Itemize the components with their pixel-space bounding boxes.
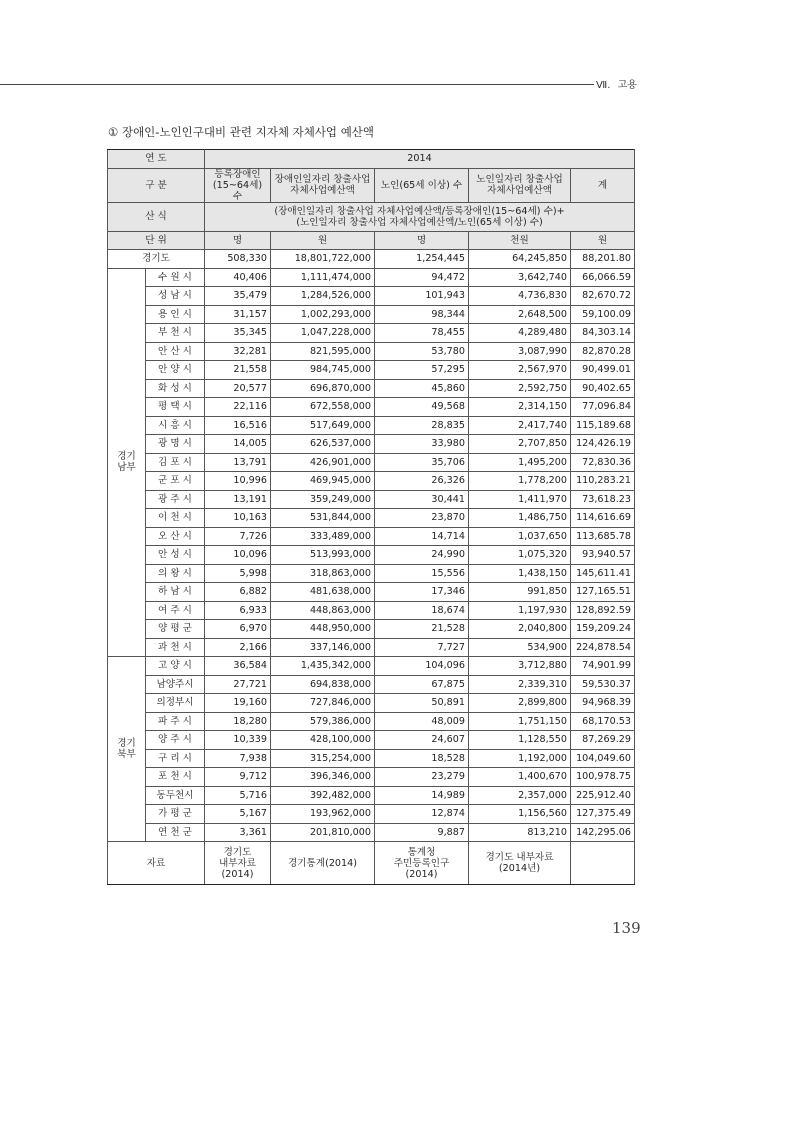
city-value: 6,933	[205, 601, 271, 620]
city-value: 1,111,474,000	[271, 268, 375, 287]
total-value: 18,801,722,000	[271, 250, 375, 269]
city-value: 23,870	[375, 509, 469, 528]
chapter-number: Ⅶ.	[596, 80, 611, 91]
table-row	[108, 398, 635, 417]
city-name: 광 명 시	[146, 435, 205, 454]
table-row	[108, 805, 635, 824]
city-value: 104,049.60	[571, 749, 635, 768]
city-value: 1,495,200	[469, 453, 571, 472]
city-value: 13,791	[205, 453, 271, 472]
table-row	[108, 168, 635, 202]
city-name: 안 양 시	[146, 361, 205, 380]
table-row	[108, 657, 635, 676]
city-value: 727,846,000	[271, 694, 375, 713]
city-name: 구 리 시	[146, 749, 205, 768]
table-row	[108, 601, 635, 620]
city-value: 991,850	[469, 583, 571, 602]
city-value: 13,191	[205, 490, 271, 509]
table-row	[108, 416, 635, 435]
region-label: 경기 남부	[108, 268, 146, 657]
city-value: 30,441	[375, 490, 469, 509]
city-name: 김 포 시	[146, 453, 205, 472]
table-row	[108, 305, 635, 324]
city-value: 18,674	[375, 601, 469, 620]
city-value: 90,402.65	[571, 379, 635, 398]
city-value: 534,900	[469, 638, 571, 657]
city-value: 2,166	[205, 638, 271, 657]
city-value: 24,990	[375, 546, 469, 565]
city-value: 7,726	[205, 527, 271, 546]
city-value: 50,891	[375, 694, 469, 713]
city-value: 224,878.54	[571, 638, 635, 657]
city-value: 31,157	[205, 305, 271, 324]
source-label: 자료	[108, 842, 205, 885]
city-value: 115,189.68	[571, 416, 635, 435]
city-value: 101,943	[375, 287, 469, 306]
city-value: 513,993,000	[271, 546, 375, 565]
city-value: 128,892.59	[571, 601, 635, 620]
unit-cell: 원	[571, 231, 635, 250]
city-value: 12,874	[375, 805, 469, 824]
table-row	[108, 546, 635, 565]
year-value: 2014	[205, 150, 635, 169]
city-value: 1,197,930	[469, 601, 571, 620]
city-value: 145,611.41	[571, 564, 635, 583]
city-name: 가 평 군	[146, 805, 205, 824]
city-value: 59,100.09	[571, 305, 635, 324]
city-value: 87,269.29	[571, 731, 635, 750]
city-value: 428,100,000	[271, 731, 375, 750]
city-value: 49,568	[375, 398, 469, 417]
unit-label: 단 위	[108, 231, 205, 250]
city-value: 1,037,650	[469, 527, 571, 546]
city-value: 98,344	[375, 305, 469, 324]
table-row	[108, 694, 635, 713]
city-name: 성 남 시	[146, 287, 205, 306]
unit-cell: 원	[271, 231, 375, 250]
city-name: 부 천 시	[146, 324, 205, 343]
city-value: 113,685.78	[571, 527, 635, 546]
city-value: 9,887	[375, 823, 469, 842]
table-row	[108, 361, 635, 380]
city-value: 16,516	[205, 416, 271, 435]
city-value: 984,745,000	[271, 361, 375, 380]
table-row	[108, 509, 635, 528]
table-row	[108, 564, 635, 583]
city-value: 396,346,000	[271, 768, 375, 787]
city-value: 5,998	[205, 564, 271, 583]
city-value: 1,156,560	[469, 805, 571, 824]
table-row	[108, 435, 635, 454]
city-value: 2,417,740	[469, 416, 571, 435]
city-value: 531,844,000	[271, 509, 375, 528]
table-row	[108, 823, 635, 842]
city-value: 18,280	[205, 712, 271, 731]
city-value: 3,361	[205, 823, 271, 842]
city-value: 3,642,740	[469, 268, 571, 287]
city-value: 4,289,480	[469, 324, 571, 343]
formula-label: 산 식	[108, 202, 205, 231]
city-value: 337,146,000	[271, 638, 375, 657]
city-value: 333,489,000	[271, 527, 375, 546]
city-value: 35,706	[375, 453, 469, 472]
table-row	[108, 638, 635, 657]
city-value: 68,170.53	[571, 712, 635, 731]
city-value: 6,882	[205, 583, 271, 602]
city-value: 19,160	[205, 694, 271, 713]
city-value: 22,116	[205, 398, 271, 417]
city-name: 이 천 시	[146, 509, 205, 528]
city-name: 동두천시	[146, 786, 205, 805]
city-name: 수 원 시	[146, 268, 205, 287]
city-value: 2,339,310	[469, 675, 571, 694]
city-value: 10,996	[205, 472, 271, 491]
city-value: 1,411,970	[469, 490, 571, 509]
city-value: 114,616.69	[571, 509, 635, 528]
total-value: 508,330	[205, 250, 271, 269]
city-value: 2,707,850	[469, 435, 571, 454]
city-value: 2,899,800	[469, 694, 571, 713]
city-value: 94,472	[375, 268, 469, 287]
chapter-title: 고용	[617, 80, 637, 91]
city-value: 24,607	[375, 731, 469, 750]
table-row	[108, 202, 635, 231]
city-value: 18,528	[375, 749, 469, 768]
total-value: 64,245,850	[469, 250, 571, 269]
city-value: 94,968.39	[571, 694, 635, 713]
table-row	[108, 231, 635, 250]
page-number: 139	[612, 919, 641, 937]
city-value: 110,283.21	[571, 472, 635, 491]
city-value: 1,778,200	[469, 472, 571, 491]
city-value: 10,339	[205, 731, 271, 750]
city-value: 9,712	[205, 768, 271, 787]
city-value: 53,780	[375, 342, 469, 361]
city-name: 과 천 시	[146, 638, 205, 657]
city-value: 77,096.84	[571, 398, 635, 417]
city-value: 225,912.40	[571, 786, 635, 805]
city-value: 6,970	[205, 620, 271, 639]
city-value: 1,002,293,000	[271, 305, 375, 324]
city-value: 1,192,000	[469, 749, 571, 768]
city-value: 35,345	[205, 324, 271, 343]
city-value: 448,863,000	[271, 601, 375, 620]
city-value: 93,940.57	[571, 546, 635, 565]
city-value: 23,279	[375, 768, 469, 787]
city-name: 군 포 시	[146, 472, 205, 491]
city-value: 469,945,000	[271, 472, 375, 491]
city-value: 57,295	[375, 361, 469, 380]
city-value: 66,066.59	[571, 268, 635, 287]
city-name: 양 주 시	[146, 731, 205, 750]
city-value: 104,096	[375, 657, 469, 676]
city-name: 연 천 군	[146, 823, 205, 842]
city-value: 318,863,000	[271, 564, 375, 583]
city-value: 694,838,000	[271, 675, 375, 694]
column-header: 계	[571, 168, 635, 202]
city-value: 159,209.24	[571, 620, 635, 639]
total-value: 1,254,445	[375, 250, 469, 269]
city-value: 821,595,000	[271, 342, 375, 361]
city-name: 안 성 시	[146, 546, 205, 565]
city-value: 84,303.14	[571, 324, 635, 343]
city-value: 5,167	[205, 805, 271, 824]
city-value: 392,482,000	[271, 786, 375, 805]
city-name: 오 산 시	[146, 527, 205, 546]
city-value: 72,830.36	[571, 453, 635, 472]
city-value: 74,901.99	[571, 657, 635, 676]
table-row	[108, 379, 635, 398]
city-value: 59,530.37	[571, 675, 635, 694]
city-name: 남양주시	[146, 675, 205, 694]
table-row	[108, 250, 635, 269]
city-value: 82,870.28	[571, 342, 635, 361]
city-value: 1,438,150	[469, 564, 571, 583]
formula-text: (장애인일자리 창출사업 자체사업예산액/등록장애인(15~64세) 수)+ (노인일자리 창출사업 자체사업예산액/노인(65세 이상) 수)	[205, 202, 635, 231]
city-value: 448,950,000	[271, 620, 375, 639]
table-row	[108, 712, 635, 731]
city-value: 1,435,342,000	[271, 657, 375, 676]
city-value: 10,163	[205, 509, 271, 528]
city-name: 의 왕 시	[146, 564, 205, 583]
city-value: 20,577	[205, 379, 271, 398]
table-row	[108, 490, 635, 509]
city-name: 시 흥 시	[146, 416, 205, 435]
city-value: 78,455	[375, 324, 469, 343]
city-value: 7,938	[205, 749, 271, 768]
city-value: 14,005	[205, 435, 271, 454]
city-value: 5,716	[205, 786, 271, 805]
city-value: 3,087,990	[469, 342, 571, 361]
city-name: 안 산 시	[146, 342, 205, 361]
city-value: 315,254,000	[271, 749, 375, 768]
city-value: 359,249,000	[271, 490, 375, 509]
column-header: 노인일자리 창출사업 자체사업예산액	[469, 168, 571, 202]
city-value: 1,075,320	[469, 546, 571, 565]
city-value: 626,537,000	[271, 435, 375, 454]
city-name: 여 주 시	[146, 601, 205, 620]
city-value: 1,047,228,000	[271, 324, 375, 343]
unit-cell: 명	[205, 231, 271, 250]
city-name: 화 성 시	[146, 379, 205, 398]
city-value: 517,649,000	[271, 416, 375, 435]
year-label: 연 도	[108, 150, 205, 169]
city-value: 1,486,750	[469, 509, 571, 528]
city-value: 15,556	[375, 564, 469, 583]
city-value: 193,962,000	[271, 805, 375, 824]
city-value: 14,714	[375, 527, 469, 546]
table-caption: ① 장애인-노인인구대비 관련 지자체 자체사업 예산액	[108, 125, 375, 139]
city-value: 481,638,000	[271, 583, 375, 602]
table-row	[108, 472, 635, 491]
city-value: 32,281	[205, 342, 271, 361]
city-name: 포 천 시	[146, 768, 205, 787]
table-row	[108, 786, 635, 805]
city-value: 1,751,150	[469, 712, 571, 731]
city-name: 하 남 시	[146, 583, 205, 602]
source-cell: 경기도 내부자료 (2014년)	[469, 842, 571, 885]
city-value: 21,528	[375, 620, 469, 639]
city-value: 28,835	[375, 416, 469, 435]
city-value: 2,592,750	[469, 379, 571, 398]
city-name: 용 인 시	[146, 305, 205, 324]
city-value: 2,567,970	[469, 361, 571, 380]
city-value: 142,295.06	[571, 823, 635, 842]
city-value: 7,727	[375, 638, 469, 657]
city-value: 124,426.19	[571, 435, 635, 454]
source-cell: 경기도 내부자료 (2014)	[205, 842, 271, 885]
column-header: 노인(65세 이상) 수	[375, 168, 469, 202]
table-row	[108, 342, 635, 361]
city-name: 양 평 군	[146, 620, 205, 639]
table-row	[108, 324, 635, 343]
column-header: 장애인일자리 창출사업 자체사업예산액	[271, 168, 375, 202]
city-name: 의정부시	[146, 694, 205, 713]
city-value: 813,210	[469, 823, 571, 842]
city-value: 2,040,800	[469, 620, 571, 639]
source-cell: 경기통계(2014)	[271, 842, 375, 885]
header-rule	[0, 84, 594, 85]
table-row	[108, 287, 635, 306]
city-value: 672,558,000	[271, 398, 375, 417]
budget-table	[107, 149, 635, 885]
table-row	[108, 842, 635, 885]
city-value: 127,375.49	[571, 805, 635, 824]
table-row	[108, 268, 635, 287]
table-row	[108, 749, 635, 768]
city-value: 100,978.75	[571, 768, 635, 787]
city-value: 426,901,000	[271, 453, 375, 472]
city-value: 1,400,670	[469, 768, 571, 787]
city-value: 1,128,550	[469, 731, 571, 750]
category-label: 구 분	[108, 168, 205, 202]
city-name: 평 택 시	[146, 398, 205, 417]
city-name: 고 양 시	[146, 657, 205, 676]
city-value: 26,326	[375, 472, 469, 491]
city-value: 27,721	[205, 675, 271, 694]
city-value: 67,875	[375, 675, 469, 694]
column-header: 등록장애인 (15~64세) 수	[205, 168, 271, 202]
city-value: 696,870,000	[271, 379, 375, 398]
table-row	[108, 620, 635, 639]
city-value: 14,989	[375, 786, 469, 805]
city-value: 21,558	[205, 361, 271, 380]
table-row	[108, 150, 635, 169]
table-row	[108, 768, 635, 787]
table-row	[108, 527, 635, 546]
table-row	[108, 583, 635, 602]
city-value: 48,009	[375, 712, 469, 731]
unit-cell: 천원	[469, 231, 571, 250]
table-row	[108, 731, 635, 750]
city-value: 17,346	[375, 583, 469, 602]
city-name: 광 주 시	[146, 490, 205, 509]
city-value: 4,736,830	[469, 287, 571, 306]
source-cell: 통계청 주민등록인구 (2014)	[375, 842, 469, 885]
table-row	[108, 453, 635, 472]
city-value: 35,479	[205, 287, 271, 306]
city-value: 45,860	[375, 379, 469, 398]
unit-cell: 명	[375, 231, 469, 250]
city-value: 33,980	[375, 435, 469, 454]
city-value: 82,670.72	[571, 287, 635, 306]
total-value: 88,201.80	[571, 250, 635, 269]
region-label: 경기 북부	[108, 657, 146, 842]
city-value: 40,406	[205, 268, 271, 287]
running-header	[596, 76, 637, 91]
city-value: 201,810,000	[271, 823, 375, 842]
city-value: 2,648,500	[469, 305, 571, 324]
source-cell	[571, 842, 635, 885]
city-value: 73,618.23	[571, 490, 635, 509]
city-value: 1,284,526,000	[271, 287, 375, 306]
city-value: 2,357,000	[469, 786, 571, 805]
city-value: 3,712,880	[469, 657, 571, 676]
city-value: 2,314,150	[469, 398, 571, 417]
table-row	[108, 675, 635, 694]
city-value: 579,386,000	[271, 712, 375, 731]
city-value: 127,165.51	[571, 583, 635, 602]
city-value: 10,096	[205, 546, 271, 565]
total-name: 경기도	[108, 250, 205, 269]
city-name: 파 주 시	[146, 712, 205, 731]
city-value: 36,584	[205, 657, 271, 676]
city-value: 90,499.01	[571, 361, 635, 380]
